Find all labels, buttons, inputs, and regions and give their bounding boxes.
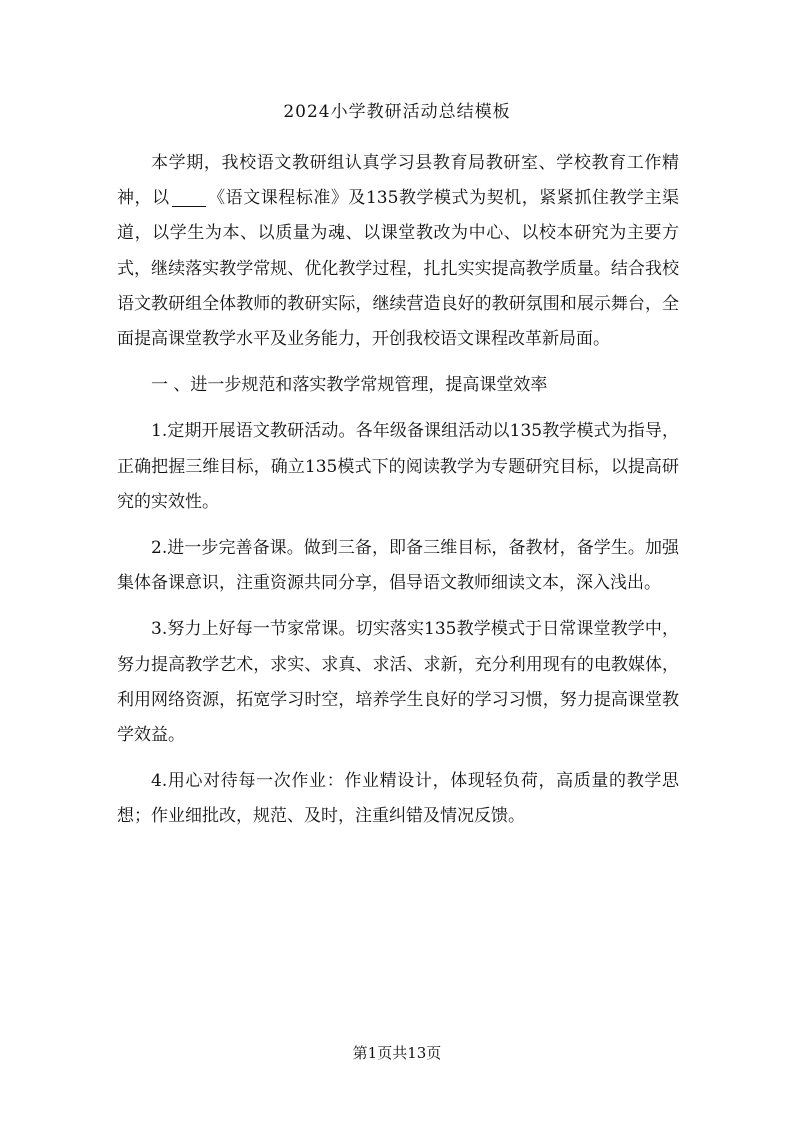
intro-paragraph (117, 146, 679, 357)
list-item: 4.用心对待每一次作业：作业精设计，体现轻负荷，高质量的教学思想；作业细批改，规范、及时，注重纠错及情况反馈。 (117, 771, 679, 827)
fill-in-blank (172, 186, 206, 207)
section-heading: 一 、进一步规范和落实教学常规管理，提高课堂效率 (151, 375, 548, 396)
list-item: 2.进一步完善备课。做到三备，即备三维目标，备教材，备学生。加强集体备课意识，注重资源共同分享，倡导语文教师细读文本，深入浅出。 (117, 538, 679, 594)
list-item: 3.努力上好每一节家常课。切实落实135教学模式于日常课堂教学中，努力提高教学艺术，求实、求真、求活、求新，充分利用现有的电教媒体，利用网络资源，拓宽学习时空，培养学生良好的学习习惯，努力提高课堂教学效益。 (117, 619, 679, 746)
intro-text-before-blank: 本学期，我校语文教研组认真学习县教育局教研室、学校教育工作精神，以 (117, 153, 679, 209)
page-number-footer: 第1页共13页 (352, 1044, 442, 1062)
document-title: 2024小学教研活动总结模板 (283, 102, 511, 122)
list-item: 1.定期开展语文教研活动。各年级备课组活动以135教学模式为指导，正确把握三维目标，确立135模式下的阅读教学为专题研究目标，以提高研究的实效性。 (117, 421, 679, 512)
document-body (117, 146, 679, 846)
intro-text-after-blank: 《语文课程标准》及135教学模式为契机，紧紧抓住教学主渠道，以学生为本、以质量为魂、以课堂教改为中心、以校本研究为主要方式，继续落实教学常规、优化教学过程，扎扎实实提高教学质量。结合我校语文教研组全体教师的教研实际，继续营造良好的教研氛围和展示舞台，全面提高课堂教学水平及业务能力，开创我校语文课程改革新局面。 (117, 188, 679, 350)
